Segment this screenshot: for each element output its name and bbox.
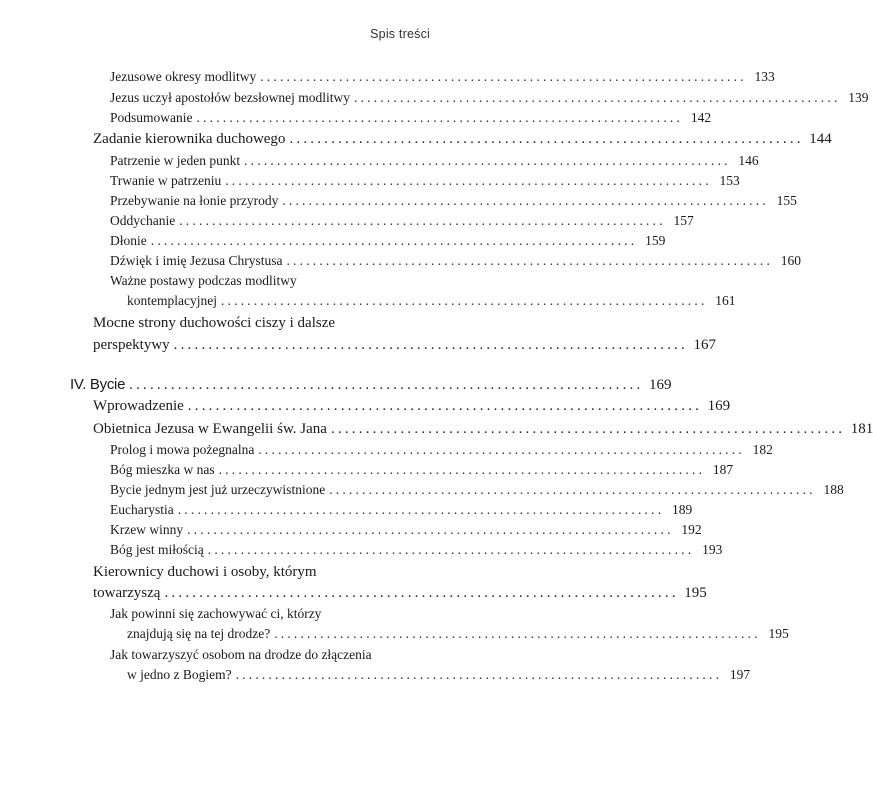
toc-entry: [110, 462, 734, 482]
toc-entry-page: 160: [780, 253, 802, 268]
dot-leader: ..........................................................................: [260, 69, 747, 84]
toc-entry-page: 142: [690, 110, 712, 125]
toc-entry-page: 188: [823, 482, 844, 497]
toc-entry-title: Bycie jednym jest już urzeczywistnione: [110, 482, 326, 497]
toc-entry-title: Eucharystia: [110, 502, 174, 517]
toc-entry-page: 195: [768, 626, 789, 641]
toc-entry-page: 155: [776, 193, 797, 208]
toc-entry-title-line2: znajdują się na tej drodze?: [127, 626, 271, 641]
toc-entry-page: 195: [684, 585, 707, 601]
dot-leader: ..........................................................................: [353, 90, 841, 105]
toc-entry: [110, 502, 693, 522]
toc-entry: [110, 213, 694, 233]
dot-leader: ..........................................................................: [173, 337, 688, 353]
toc-entry-title: Oddychanie: [110, 213, 176, 228]
toc-entry: [93, 398, 731, 420]
running-head: Spis treści: [370, 27, 430, 41]
toc-entry: [93, 421, 873, 443]
toc-entry: [127, 626, 789, 646]
dot-leader: ..........................................................................: [187, 398, 703, 414]
toc-entry-page: 159: [645, 233, 666, 248]
dot-leader: ..........................................................................: [235, 667, 723, 682]
toc-entry: [110, 193, 797, 213]
dot-leader: ..........................................................................: [329, 482, 816, 497]
toc-entry-title: Obietnica Jezusa w Ewangelii św. Jana: [93, 421, 327, 437]
toc-entry-title: Prolog i mowa pożegnalna: [110, 442, 255, 457]
toc-entry: [93, 337, 716, 359]
dot-leader: ..........................................................................: [187, 522, 674, 537]
dot-leader: ..........................................................................: [330, 421, 846, 437]
toc-entry-page: 161: [715, 293, 736, 308]
toc-entry-title: Zadanie kierownika duchowego: [93, 131, 286, 147]
toc-entry-title: Wprowadzenie: [93, 398, 184, 414]
dot-leader: ..........................................................................: [150, 233, 638, 248]
toc-entry-page: 139: [848, 90, 869, 105]
toc-entry-title-line2: w jedno z Bogiem?: [127, 667, 232, 682]
toc-entry-page: 157: [673, 213, 694, 228]
toc-chapter-title: IV. Bycie: [70, 376, 126, 393]
dot-leader: ..........................................................................: [129, 377, 644, 393]
dot-leader: ..........................................................................: [286, 253, 774, 268]
toc-entry-title: Patrzenie w jeden punkt: [110, 153, 241, 168]
toc-entry-title-line2: perspektywy: [93, 337, 170, 353]
toc-entry: [110, 253, 802, 273]
toc-chapter: [70, 376, 672, 398]
toc-entry-title-line1: Jak powinni się zachowywać ci, którzy: [110, 606, 322, 621]
dot-leader: ..........................................................................: [225, 173, 712, 188]
toc-entry: [110, 69, 775, 89]
toc-entry-page: 153: [719, 173, 740, 188]
toc-entry-title-line1: Kierownicy duchowi i osoby, którym: [93, 564, 317, 580]
toc-entry-page: 189: [672, 502, 693, 517]
toc-entry-title: Podsumowanie: [110, 110, 193, 125]
toc-entry-title: Krzew winny: [110, 522, 184, 537]
dot-leader: ..........................................................................: [164, 585, 679, 601]
dot-leader: ..........................................................................: [220, 293, 708, 308]
dot-leader: ..........................................................................: [179, 213, 666, 228]
toc-entry-title-line1: Mocne strony duchowości ciszy i dalsze: [93, 315, 336, 331]
toc-entry-title: Bóg mieszka w nas: [110, 462, 215, 477]
toc-entry-title: Bóg jest miłością: [110, 542, 204, 557]
toc-entry-page: 182: [752, 442, 773, 457]
toc-entry-title: Dźwięk i imię Jezusa Chrystusa: [110, 253, 283, 268]
toc-entry: [110, 173, 740, 193]
toc-entry: [110, 522, 702, 542]
toc-entry-title: Trwanie w patrzeniu: [110, 173, 222, 188]
dot-leader: ..........................................................................: [289, 131, 804, 147]
toc-entry-title-line2: towarzyszą: [93, 585, 161, 601]
toc-entry-title-line2: kontemplacyjnej: [127, 293, 217, 308]
toc-entry-page: 169: [707, 398, 731, 414]
toc-entry-title-line1: Jak towarzyszyć osobom na drodze do złączenia: [110, 647, 372, 662]
dot-leader: ..........................................................................: [196, 110, 684, 125]
toc-entry-title: Jezusowe okresy modlitwy: [110, 69, 257, 84]
toc-entry: [110, 542, 723, 562]
dot-leader: ..........................................................................: [244, 153, 731, 168]
toc-entry: [110, 110, 712, 130]
toc-entry-title-line1: Ważne postawy podczas modlitwy: [110, 273, 297, 288]
toc-entry: [110, 442, 773, 462]
toc-entry: [93, 585, 707, 607]
toc-entry: [110, 90, 869, 110]
toc-entry-page: 192: [681, 522, 702, 537]
toc-entry: [127, 667, 751, 687]
dot-leader: ..........................................................................: [282, 193, 769, 208]
toc-entry: [110, 153, 759, 173]
toc-entry: [110, 233, 666, 253]
toc-entry-page: 193: [702, 542, 723, 557]
toc-entry-page: 169: [648, 377, 672, 393]
dot-leader: ..........................................................................: [258, 442, 745, 457]
toc-entry-page: 144: [809, 131, 832, 147]
dot-leader: ..........................................................................: [207, 542, 695, 557]
toc-entry-page: 197: [729, 667, 751, 682]
toc-entry-title: Jezus uczył apostołów bezsłownej modlitwy: [110, 90, 350, 105]
toc-entry: [93, 131, 832, 153]
dot-leader: ..........................................................................: [177, 502, 665, 517]
dot-leader: ..........................................................................: [218, 462, 706, 477]
toc-entry-title: Dłonie: [110, 233, 147, 248]
toc-entry: [127, 293, 736, 313]
dot-leader: ..........................................................................: [274, 626, 761, 641]
toc-entry: [110, 482, 844, 502]
toc-entry-page: 187: [712, 462, 734, 477]
toc-entry-page: 181: [850, 421, 873, 437]
toc-entry-title: Przebywanie na łonie przyrody: [110, 193, 279, 208]
toc-entry-page: 167: [693, 337, 716, 353]
toc-entry-page: 133: [754, 69, 775, 84]
toc-entry-page: 146: [738, 153, 759, 168]
